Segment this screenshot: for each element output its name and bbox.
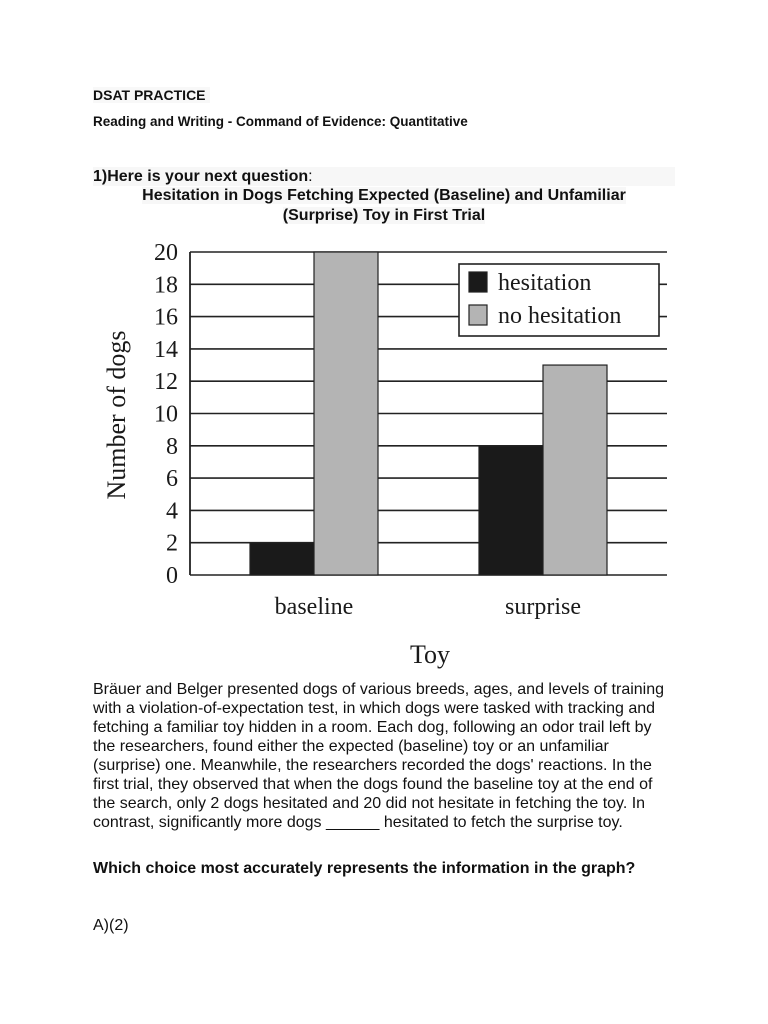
y-tick-label: 8	[166, 433, 178, 460]
y-tick-label: 14	[154, 336, 178, 363]
chart-title	[93, 186, 675, 226]
question-heading-colon: :	[308, 168, 313, 185]
bar-chart	[95, 235, 675, 675]
legend-label: no hesitation	[498, 303, 622, 329]
legend-swatch-hesitation	[469, 272, 487, 292]
y-tick-label: 2	[166, 530, 178, 557]
legend-swatch-no-hesitation	[469, 305, 487, 325]
y-axis-label: Number of dogs	[102, 330, 131, 500]
y-tick-label: 6	[166, 466, 178, 493]
chart-title-line2: (Surprise) Toy in First Trial	[282, 207, 486, 224]
page-title: DSAT PRACTICE	[93, 87, 210, 103]
y-tick-label: 12	[154, 369, 178, 396]
answer-choice-a[interactable]: A)(2)	[93, 917, 129, 934]
question-heading-text: 1)Here is your next question	[93, 168, 309, 185]
legend-label: hesitation	[498, 270, 592, 296]
x-tick-label: surprise	[505, 594, 581, 620]
x-axis-label: Toy	[409, 640, 451, 669]
y-tick-label: 4	[166, 498, 178, 525]
y-tick-label: 10	[154, 401, 178, 428]
chart-title-line1: Hesitation in Dogs Fetching Expected (Baseline) and Unfamiliar	[142, 187, 626, 204]
passage-text: Bräuer and Belger presented dogs of various breeds, ages, and levels of training with a violation-of-expectation test, in which dogs were tasked with tracking and fetching a familiar toy hidden in a room. Each dog, following an odor trail left by the researchers, found either the expected (baseline) toy or an unfamiliar (surprise) one. Meanwhile, the researchers recorded the dogs' reactions. In the first trial, they observed that when the dogs found the baseline toy at the end of the search, only 2 dogs hesitated and 20 did not hesitate in fetching the toy. In contrast, significantly more dogs ______ hesitated to fetch the surprise toy.	[93, 681, 665, 831]
y-tick-label: 0	[166, 563, 178, 589]
bar-hesitation-baseline	[250, 543, 314, 575]
question-prompt: Which choice most accurately represents the information in the graph?	[93, 860, 636, 877]
question-heading	[93, 167, 675, 186]
y-tick-label: 18	[154, 272, 178, 299]
bar-no-hesitation-baseline	[314, 252, 378, 575]
page-subtitle: Reading and Writing - Command of Evidence: Quantitative	[93, 114, 468, 129]
y-tick-label: 16	[154, 304, 178, 331]
bar-hesitation-surprise	[479, 446, 543, 575]
x-tick-label: baseline	[274, 594, 354, 620]
y-tick-label: 20	[154, 240, 178, 266]
bar-no-hesitation-surprise	[543, 365, 607, 575]
